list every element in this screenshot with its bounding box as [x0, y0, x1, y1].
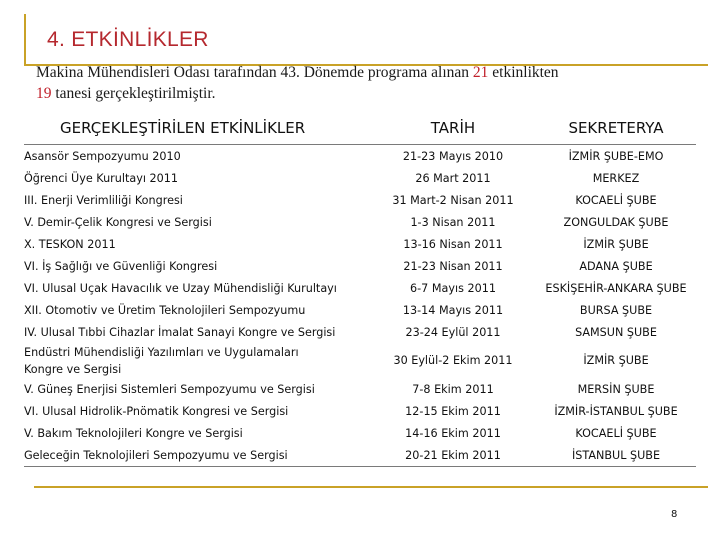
table-row	[24, 299, 696, 321]
table-row	[24, 422, 696, 444]
secretariat-cell: İZMİR-İSTANBUL ŞUBE	[554, 404, 678, 418]
secretariat-cell: ADANA ŞUBE	[579, 259, 653, 273]
table-row	[24, 167, 696, 189]
secretariat-cell: İZMİR ŞUBE-EMO	[568, 149, 664, 163]
date-cell: 7-8 Ekim 2011	[412, 382, 494, 396]
event-cell: XII. Otomotiv ve Üretim Teknolojileri Sempozyumu	[24, 303, 306, 317]
date-cell: 13-16 Nisan 2011	[403, 237, 503, 251]
event-cell: VI. Ulusal Hidrolik-Pnömatik Kongresi ve Sergisi	[24, 404, 289, 418]
table-row	[24, 255, 696, 277]
table-row	[24, 400, 696, 422]
header-secretariat: SEKRETERYA	[536, 112, 696, 145]
header-event: GERÇEKLEŞTİRİLEN ETKİNLİKLER	[24, 112, 370, 145]
intro-text-1: Makina Mühendisleri Odası tarafından 43. Dönemde programa alınan	[36, 64, 473, 81]
event-cell: Öğrenci Üye Kurultayı 2011	[24, 171, 178, 185]
event-cell: X. TESKON 2011	[24, 237, 116, 251]
header-date: TARİH	[370, 112, 536, 145]
event-line-2: Kongre ve Sergisi	[24, 362, 122, 376]
footer-rule	[34, 486, 708, 488]
table-row	[24, 321, 696, 343]
date-cell: 21-23 Mayıs 2010	[402, 149, 504, 163]
event-cell: VI. İş Sağlığı ve Güvenliği Kongresi	[24, 259, 218, 273]
event-cell: V. Bakım Teknolojileri Kongre ve Sergisi	[24, 426, 243, 440]
date-cell: 13-14 Mayıs 2011	[402, 303, 504, 317]
secretariat-cell: İZMİR ŞUBE	[583, 354, 649, 367]
table-row	[24, 444, 696, 467]
secretariat-cell: ESKİŞEHİR-ANKARA ŞUBE	[545, 281, 687, 295]
date-cell: 21-23 Nisan 2011	[403, 259, 503, 273]
table-row	[24, 343, 696, 378]
event-cell: VI. Ulusal Uçak Havacılık ve Uzay Mühendisliği Kurultayı	[24, 281, 337, 295]
event-cell: Geleceğin Teknolojileri Sempozyumu ve Sergisi	[24, 444, 370, 467]
planned-count: 21	[472, 64, 489, 81]
secretariat-cell: KOCAELİ ŞUBE	[575, 193, 657, 207]
event-cell: Asansör Sempozyumu 2010	[24, 149, 181, 163]
event-cell: V. Güneş Enerjisi Sistemleri Sempozyumu ve Sergisi	[24, 382, 315, 396]
event-cell: V. Demir-Çelik Kongresi ve Sergisi	[24, 215, 212, 229]
table-row	[24, 233, 696, 255]
date-cell: 1-3 Nisan 2011	[410, 215, 496, 229]
intro-text-3: tanesi gerçekleştirilmiştir.	[51, 85, 216, 102]
activities-table	[24, 112, 696, 467]
secretariat-cell: SAMSUN ŞUBE	[575, 325, 657, 339]
date-cell: 26 Mart 2011	[415, 171, 491, 185]
date-cell: 23-24 Eylül 2011	[405, 325, 501, 339]
secretariat-cell: İSTANBUL ŞUBE	[536, 444, 696, 467]
table-row	[24, 277, 696, 299]
date-cell: 31 Mart-2 Nisan 2011	[392, 193, 514, 207]
page-title: 4. ETKİNLİKLER	[47, 28, 209, 51]
date-cell: 30 Eylül-2 Ekim 2011	[393, 354, 513, 367]
intro-text-2: etkinlikten	[488, 64, 559, 81]
table-row	[24, 378, 696, 400]
done-count: 19	[36, 85, 52, 102]
event-cell: III. Enerji Verimliliği Kongresi	[24, 193, 183, 207]
secretariat-cell: KOCAELİ ŞUBE	[575, 426, 657, 440]
date-cell: 14-16 Ekim 2011	[405, 426, 501, 440]
table-header-row	[24, 112, 696, 145]
date-cell: 20-21 Ekim 2011	[370, 444, 536, 467]
secretariat-cell: MERKEZ	[592, 171, 640, 185]
intro-paragraph	[36, 62, 704, 104]
secretariat-cell: MERSİN ŞUBE	[577, 382, 655, 396]
title-left-rule	[24, 14, 26, 66]
event-cell	[24, 343, 370, 378]
table-row	[24, 189, 696, 211]
event-line-1: Endüstri Mühendisliği Yazılımları ve Uygulamaları	[24, 345, 299, 359]
secretariat-cell: BURSA ŞUBE	[579, 303, 653, 317]
page-number: 8	[671, 509, 678, 520]
date-cell: 6-7 Mayıs 2011	[410, 281, 496, 295]
table-row	[24, 145, 696, 168]
date-cell: 12-15 Ekim 2011	[405, 404, 501, 418]
secretariat-cell: İZMİR ŞUBE	[583, 237, 649, 251]
table-row	[24, 211, 696, 233]
secretariat-cell: ZONGULDAK ŞUBE	[563, 215, 669, 229]
event-cell: IV. Ulusal Tıbbi Cihazlar İmalat Sanayi Kongre ve Sergisi	[24, 325, 336, 339]
